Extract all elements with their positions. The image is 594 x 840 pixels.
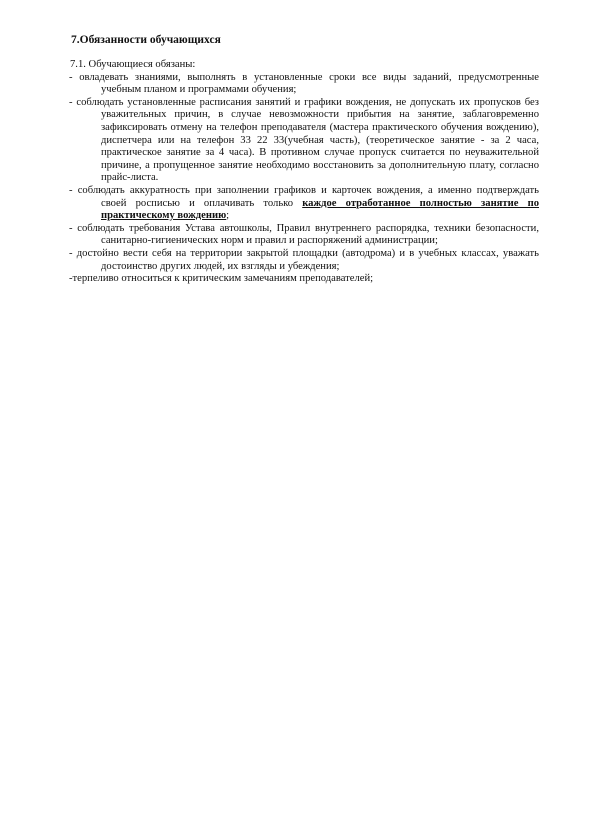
obligations-body — [69, 59, 539, 286]
obligation-item-study: - овладевать знаниями, выполнять в установленные сроки все виды заданий, предусмотренные учебным планом и программами обучения; — [69, 71, 539, 96]
obligation-item-conduct: - достойно вести себя на территории закрытой площадки (автодрома) и в учебных классах, уважать достоинство других людей, их взгляды и убеждения; — [69, 247, 539, 272]
obligation-item-rules: - соблюдать требования Устава автошколы, Правил внутреннего распорядка, техники безопасности, санитарно-гигиенических норм и правил и распоряжений администрации; — [69, 222, 539, 247]
obligation-item-criticism: -терпеливо относиться к критическим замечаниям преподавателей; — [69, 273, 374, 285]
obligation-item-schedule: - соблюдать установленные расписания занятий и графики вождения, не допускать их пропусков без уважительных причин, в случае невозможности прибытия на занятие, заблаговременно зафиксировать отмену на телефон преподавателя (мастера практического обучения вождению), диспетчера или на телефон 33 22 33(учебная часть), (теоретическое занятие - за 2 часа, практическое занятие за 4 часа). В противном случае пропуск считается по неуважительной причине, а пропущенное занятие необходимо восстановить за дополнительную плату, согласно прайс-листа. — [69, 96, 539, 184]
obligation-item-records-emphasis: каждое отработанное полностью занятие по практическому вождению — [101, 197, 539, 222]
section-heading: 7.Обязанности обучающихся — [71, 34, 221, 46]
obligations-intro: 7.1. Обучающиеся обязаны: — [70, 59, 196, 70]
obligation-item-records-end: ; — [226, 210, 230, 222]
obligation-item-records-text: - соблюдать аккуратность при заполнении графиков и карточек вождения, а именно подтверждать своей росписью и оплачивать только — [69, 184, 539, 209]
obligation-item-records — [69, 185, 539, 223]
